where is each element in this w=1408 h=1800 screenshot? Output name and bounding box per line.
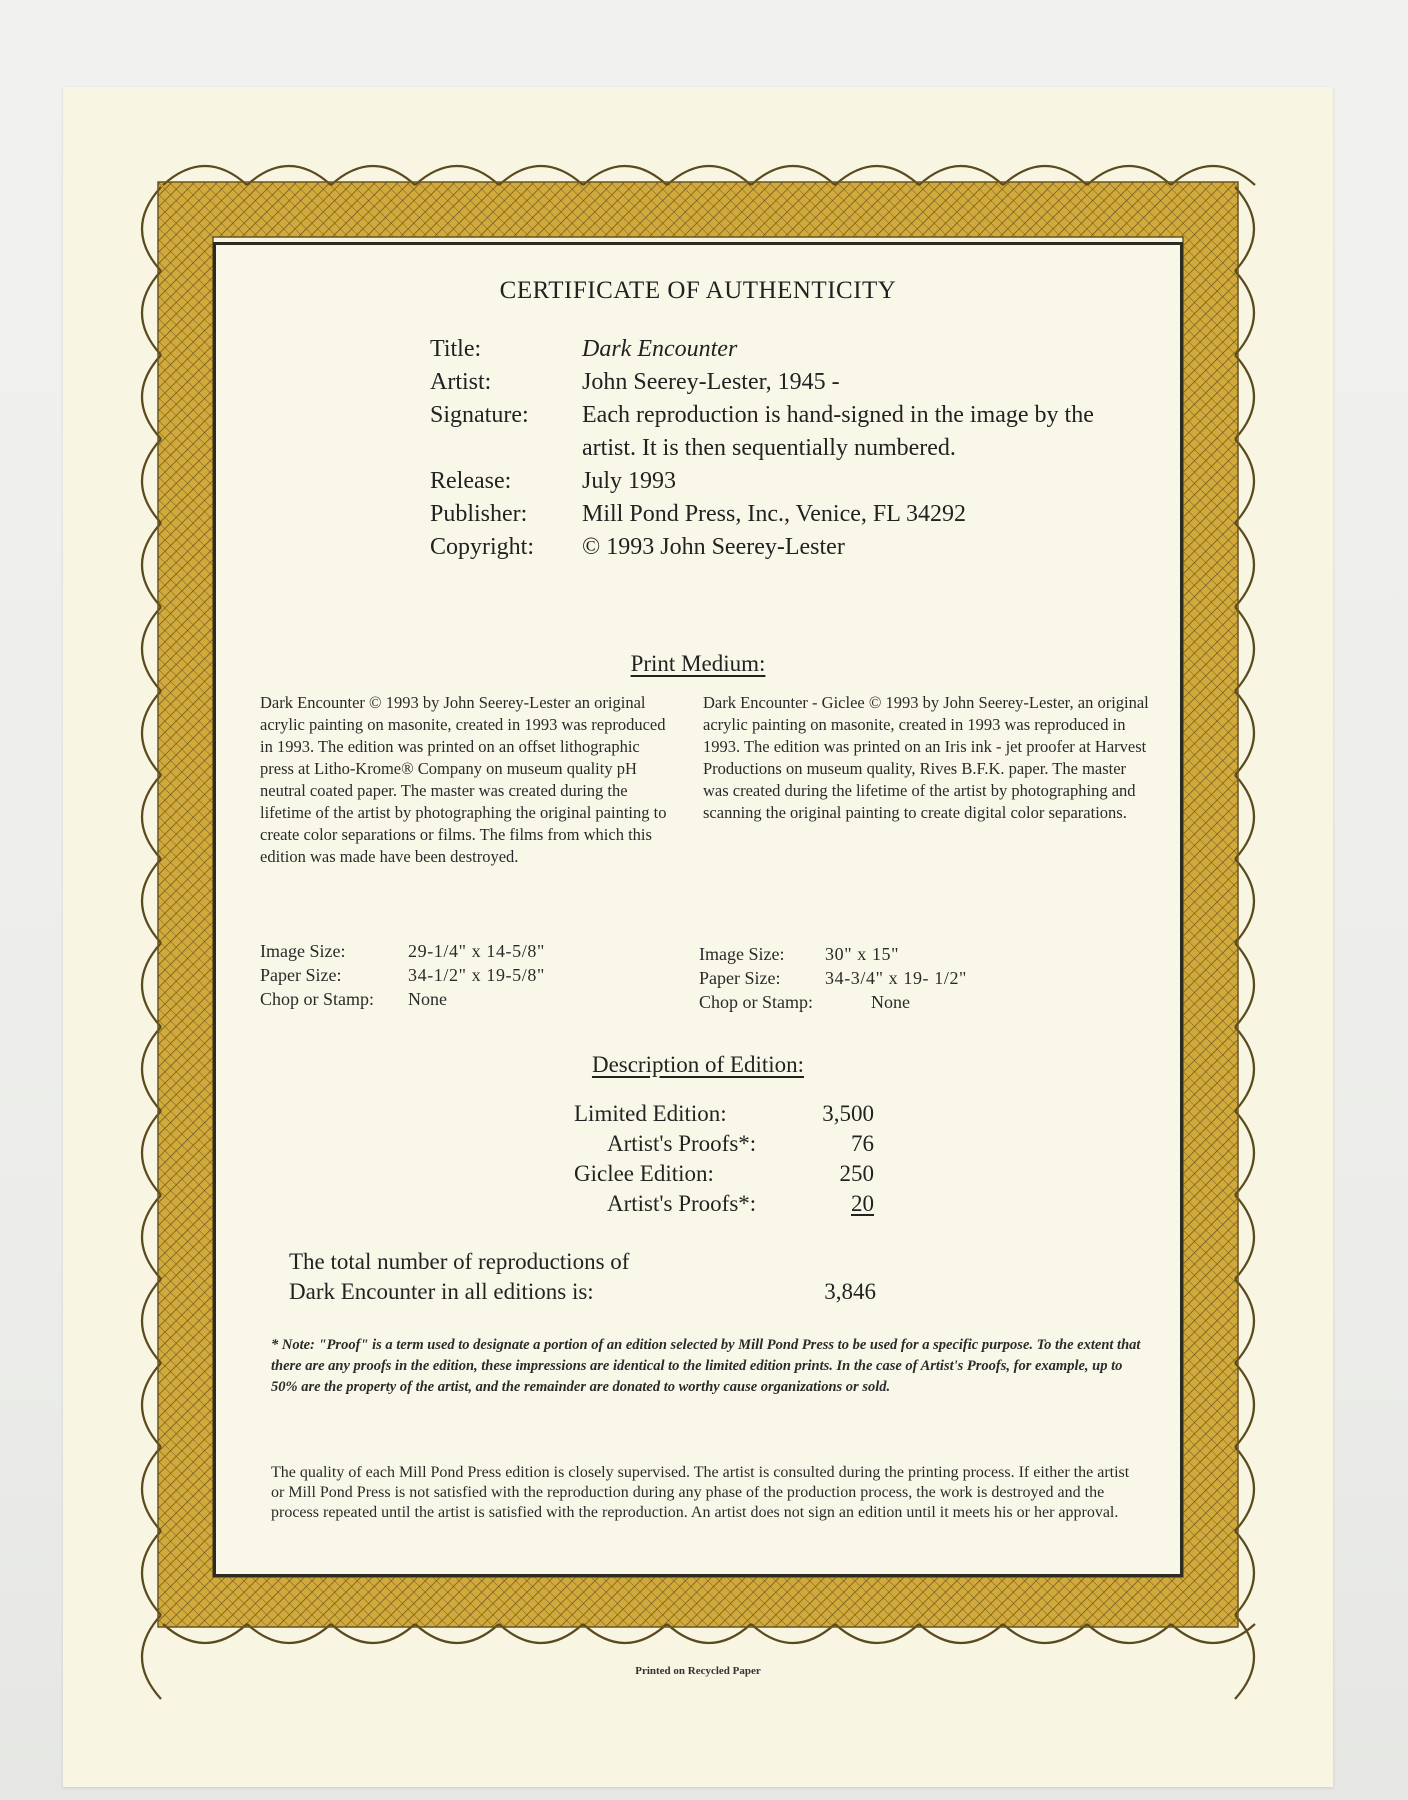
fact-label: Title:	[430, 336, 482, 362]
spec-label: Image Size:	[699, 944, 785, 964]
print-medium-heading: Print Medium:	[630, 651, 766, 676]
fact-value: Each reproduction is hand-signed in the image by the artist. It is then sequentially numbered.	[582, 402, 1094, 461]
total-reproductions	[289, 1247, 876, 1307]
fact-value: © 1993 John Seerey-Lester	[582, 534, 845, 560]
fact-release	[430, 465, 1110, 498]
fact-title	[430, 333, 1110, 366]
facts-list	[430, 333, 1110, 564]
spec-value: 29-1/4" x 14-5/8"	[408, 941, 545, 961]
fact-label: Release:	[430, 468, 512, 494]
print-medium-left-text: Dark Encounter © 1993 by John Seerey-Lester an original acrylic painting on masonite, created in 1993 was reproduced in 1993. The edition was printed on an offset lithographic press at Litho-Krome® Company on museum quality pH neutral coated paper. The master was created during the lifetime of the artist by photographing the original painting to create color separations or films. The films from which this edition was made have been destroyed.	[260, 693, 667, 866]
edition-value: 3,500	[822, 1101, 874, 1126]
fact-value: July 1993	[582, 468, 677, 494]
edition-label: Limited Edition:	[574, 1101, 727, 1126]
spec-value: None	[408, 989, 447, 1009]
specs-left	[260, 939, 545, 1011]
fact-artist	[430, 366, 1110, 399]
spec-label: Image Size:	[260, 941, 346, 961]
spec-value: 30" x 15"	[825, 944, 900, 964]
edition-row	[574, 1189, 874, 1219]
fact-label: Publisher:	[430, 501, 528, 527]
edition-row	[574, 1099, 874, 1129]
edition-label: Artist's Proofs*:	[607, 1191, 757, 1216]
proof-note: * Note: "Proof" is a term used to designate a portion of an edition selected by Mill Pond Press to be used for a specific purpose. To the extent that there are any proofs in the edition, these impressions are identical to the limited edition prints. In the case of Artist's Proofs, for example, up to 50% are the property of the artist, and the remainder are donated to worthy cause organizations or sold.	[271, 1337, 1141, 1395]
spec-label: Paper Size:	[260, 965, 342, 985]
spec-value: None	[871, 992, 910, 1012]
edition-value: 20	[851, 1191, 874, 1216]
printed-on-recycled-paper: Printed on Recycled Paper	[635, 1665, 761, 1677]
spec-label: Chop or Stamp:	[260, 989, 375, 1009]
edition-row	[574, 1129, 874, 1159]
fact-signature	[430, 399, 1110, 465]
fact-label: Artist:	[430, 369, 492, 395]
certificate-panel	[213, 242, 1183, 1577]
edition-row	[574, 1159, 874, 1189]
edition-value: 76	[851, 1131, 874, 1156]
edition-label: Artist's Proofs*:	[607, 1131, 757, 1156]
fact-label: Copyright:	[430, 534, 535, 560]
edition-heading: Description of Edition:	[591, 1052, 805, 1077]
quality-statement: The quality of each Mill Pond Press edition is closely supervised. The artist is consulted during the printing process. If either the artist or Mill Pond Press is not satisfied with the reproduction during any phase of the production process, the work is destroyed and the process repeated until the artist is satisfied with the reproduction. An artist does not sign an edition until it meets his or her approval.	[271, 1464, 1130, 1521]
fact-publisher	[430, 498, 1110, 531]
edition-table	[574, 1099, 874, 1219]
print-medium-right-text: Dark Encounter - Giclee © 1993 by John Seerey-Lester, an original acrylic painting on masonite, created in 1993 was reproduced in 1993. The edition was printed on an Iris ink - jet proofer at Harvest Productions on museum quality, Rives B.F.K. paper. The master was created during the lifetime of the artist by photographing and scanning the original painting to create digital color separations.	[703, 693, 1149, 822]
fact-value: Dark Encounter	[582, 336, 738, 362]
fact-value: John Seerey-Lester, 1945 -	[582, 369, 840, 395]
spec-value: 34-3/4" x 19- 1/2"	[825, 968, 967, 988]
fact-copyright	[430, 531, 1110, 564]
total-line-2: Dark Encounter in all editions is:	[289, 1279, 594, 1304]
total-value: 3,846	[824, 1279, 876, 1304]
specs-right	[699, 942, 967, 1014]
spec-value: 34-1/2" x 19-5/8"	[408, 965, 545, 985]
edition-label: Giclee Edition:	[574, 1161, 714, 1186]
total-line-1: The total number of reproductions of	[289, 1249, 630, 1274]
spec-label: Chop or Stamp:	[699, 992, 814, 1012]
certificate-heading: CERTIFICATE OF AUTHENTICITY	[499, 277, 897, 304]
certificate-paper	[63, 87, 1333, 1787]
fact-label: Signature:	[430, 402, 529, 428]
edition-value: 250	[839, 1161, 874, 1186]
spec-label: Paper Size:	[699, 968, 781, 988]
fact-value: Mill Pond Press, Inc., Venice, FL 34292	[582, 501, 966, 527]
